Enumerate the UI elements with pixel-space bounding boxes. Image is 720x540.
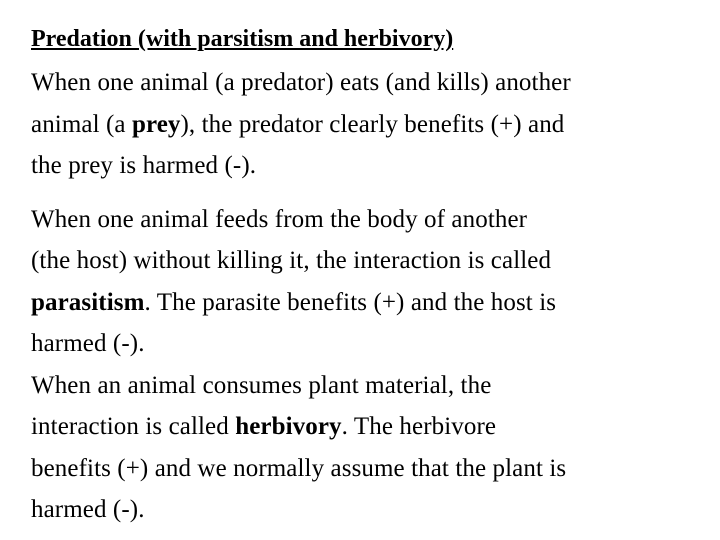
parasitism-line: [31, 323, 717, 365]
parasitism-line: [31, 282, 717, 324]
text-segment: . The herbivore: [341, 413, 497, 440]
herbivory-line: [31, 489, 717, 531]
predation-line: [31, 62, 717, 104]
key-term: prey: [131, 110, 181, 138]
text-segment: . The parasite benefits (+) and the host is: [144, 288, 557, 316]
parasitism-line: [31, 240, 717, 282]
parasitism-line: [31, 199, 717, 241]
text-segment: (the host) without killing it, the interaction is called: [31, 247, 552, 274]
key-term: herbivory: [235, 413, 342, 440]
text-segment: When one animal (a predator) eats (and kills) another: [31, 69, 571, 96]
text-segment: harmed (-).: [31, 330, 145, 357]
text-segment: When an animal consumes plant material, the: [31, 371, 492, 399]
predation-line: [31, 145, 717, 187]
herbivory-line: [31, 406, 717, 448]
herbivory-line: [31, 448, 717, 490]
text-segment: ), the predator clearly benefits (+) and: [180, 110, 565, 138]
paragraph-gap: [31, 187, 717, 199]
predation-line: [31, 104, 717, 146]
text-segment: When one animal feeds from the body of another: [31, 205, 528, 233]
text-segment: animal (a: [31, 110, 132, 138]
text-segment: interaction is called: [31, 413, 236, 440]
herbivory-paragraph: [31, 365, 717, 531]
slide-title: Predation (with parsitism and herbivory): [31, 26, 454, 52]
text-segment: the prey is harmed (-).: [31, 152, 257, 179]
parasitism-paragraph: [31, 199, 717, 365]
text-segment: benefits (+) and we normally assume that the plant is: [31, 454, 567, 482]
predation-paragraph: [31, 62, 717, 187]
herbivory-line: [31, 365, 717, 407]
key-term: parasitism: [31, 288, 145, 316]
slide-content: [31, 20, 717, 531]
text-segment: harmed (-).: [31, 496, 145, 523]
